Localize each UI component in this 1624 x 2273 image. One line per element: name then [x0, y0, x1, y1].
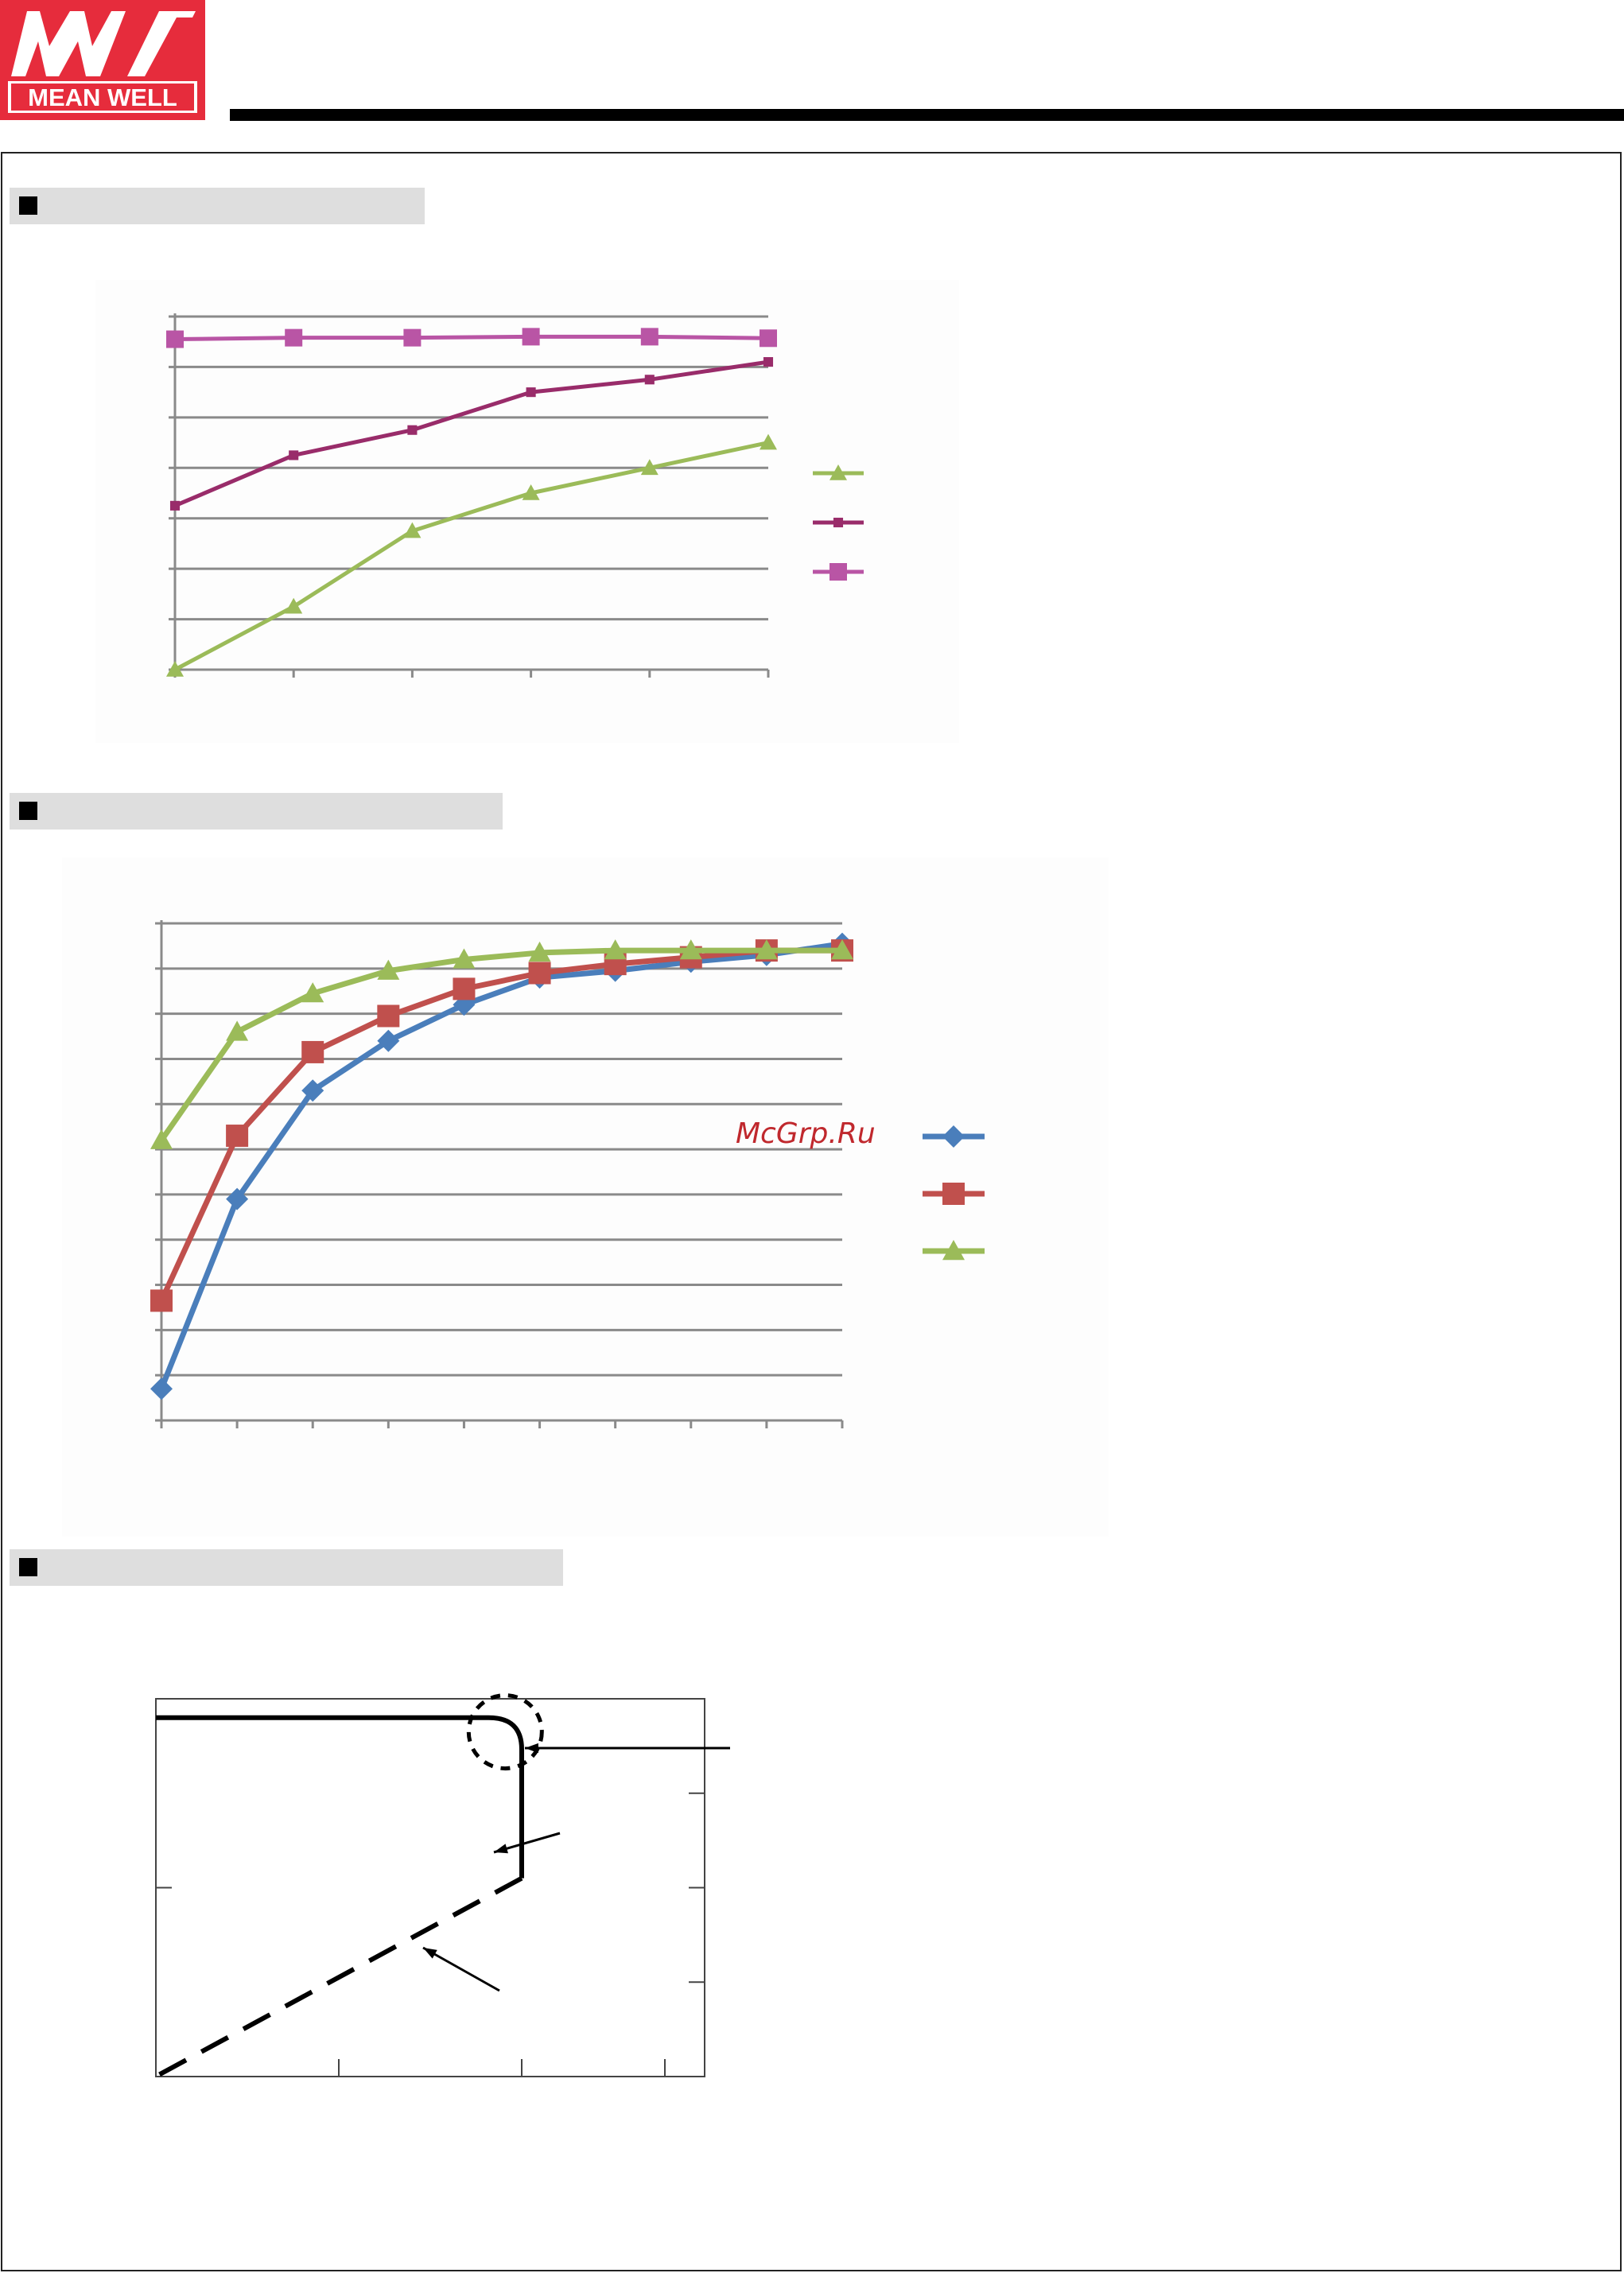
arrow-vertical-head — [494, 1844, 508, 1853]
data-point — [403, 329, 421, 347]
data-point — [641, 328, 659, 345]
data-point — [285, 329, 302, 347]
data-point — [453, 977, 475, 1000]
data-point — [226, 1125, 248, 1147]
foldback-dashed-line — [153, 1879, 522, 2078]
output-curve — [156, 1718, 522, 1879]
section-header-1 — [10, 188, 425, 224]
legend-marker — [942, 1125, 965, 1148]
section-bullet — [19, 196, 37, 215]
section-bullet — [19, 1558, 37, 1576]
legend-marker — [829, 563, 847, 581]
data-point — [285, 598, 302, 614]
chart-2 — [62, 857, 1109, 1537]
data-point — [529, 962, 551, 985]
data-point — [760, 329, 777, 347]
data-point — [150, 1289, 173, 1311]
data-point — [170, 501, 180, 511]
watermark: McGrp.Ru — [736, 1117, 876, 1150]
data-point — [763, 357, 773, 367]
arrow-dashed-head — [423, 1948, 437, 1959]
mean-well-logo — [0, 0, 205, 120]
data-point — [289, 450, 298, 460]
data-point — [150, 1377, 173, 1400]
data-point — [377, 1004, 399, 1027]
data-point — [166, 331, 184, 348]
series-line — [175, 443, 768, 670]
series-line — [161, 944, 842, 1389]
diagram-3 — [0, 1670, 795, 2116]
arrow-knee-head — [525, 1743, 538, 1753]
chart-1 — [95, 280, 959, 743]
section-header-2 — [10, 793, 503, 830]
logo-brand-name: MEAN WELL — [28, 84, 177, 111]
data-point — [301, 1041, 324, 1063]
data-point — [407, 425, 417, 435]
section-bullet — [19, 802, 37, 820]
diagram-frame — [156, 1699, 705, 2077]
data-point — [760, 434, 777, 450]
data-point — [645, 375, 655, 384]
legend-marker — [942, 1183, 965, 1205]
series-line — [175, 362, 768, 506]
knee-circle — [468, 1696, 542, 1769]
data-point — [526, 387, 536, 397]
legend-marker — [833, 518, 843, 527]
header-rule — [230, 109, 1624, 121]
section-header-3 — [10, 1549, 563, 1586]
data-point — [523, 328, 540, 345]
series-line — [175, 336, 768, 339]
